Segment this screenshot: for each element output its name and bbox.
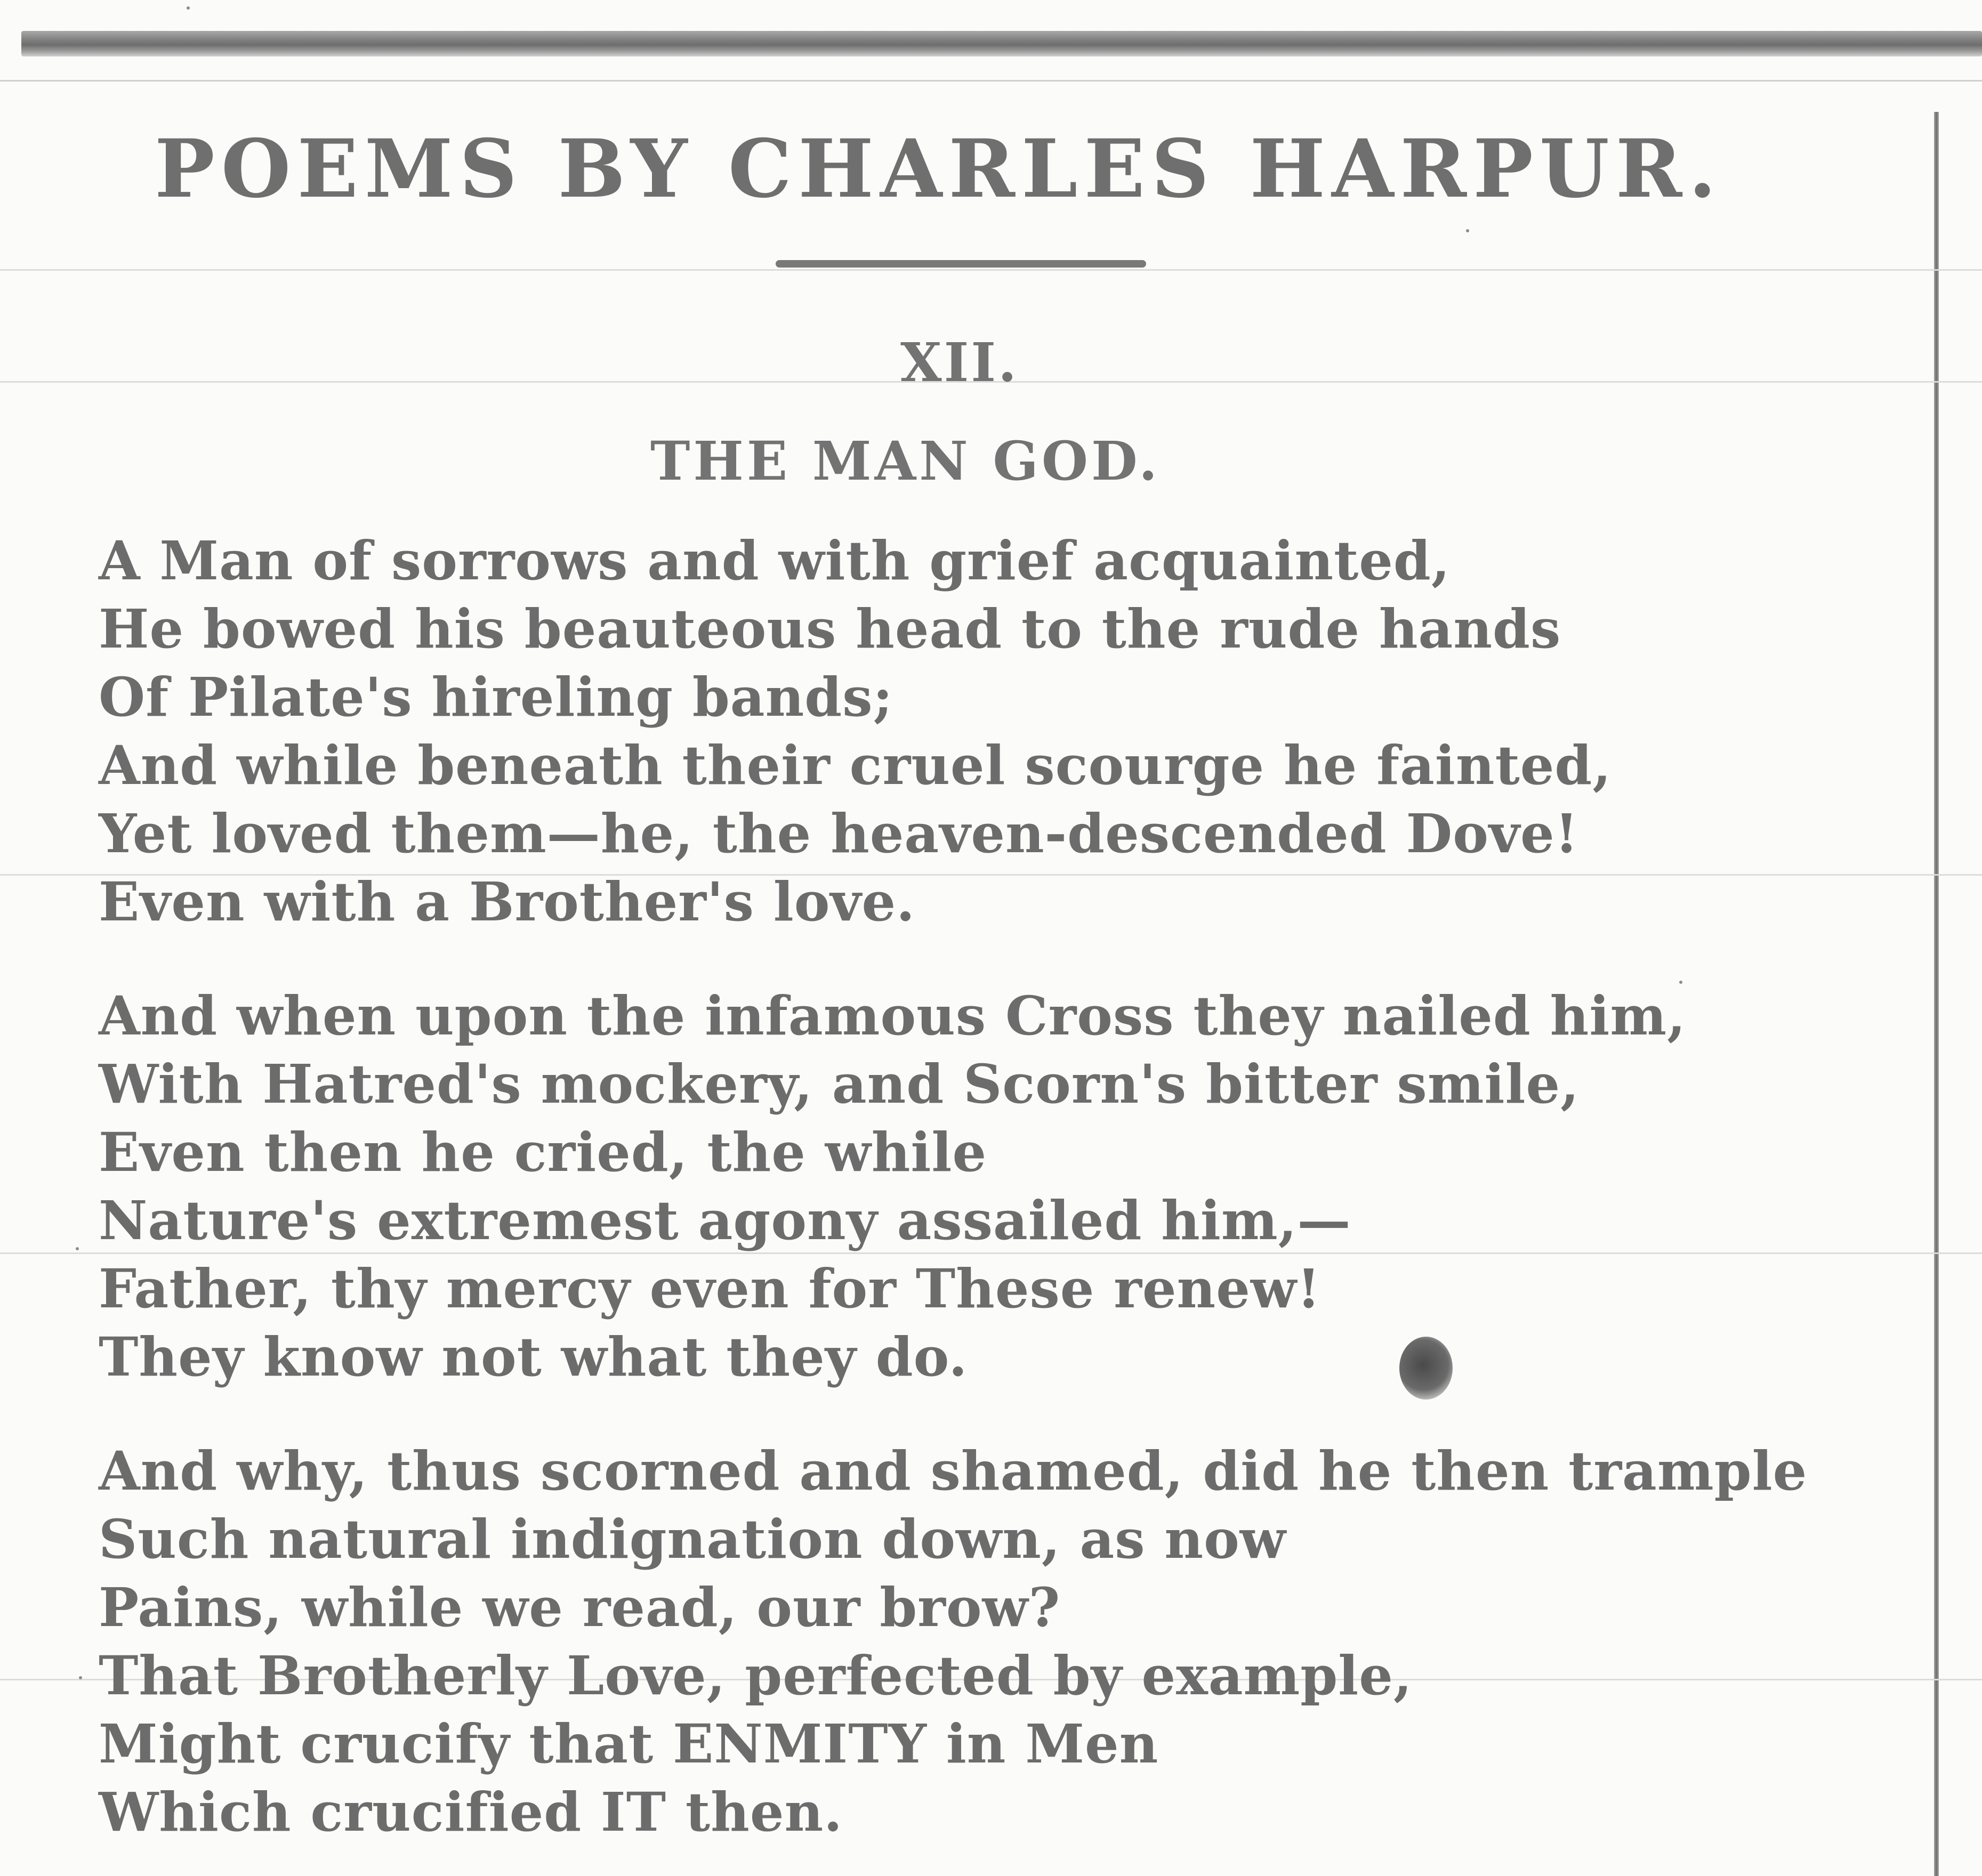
ink-blot bbox=[1399, 1337, 1453, 1400]
speck bbox=[79, 1676, 82, 1679]
poem-line: And when upon the infamous Cross they nailed him, bbox=[99, 984, 1686, 1047]
title-rule bbox=[776, 260, 1146, 268]
top-rule bbox=[21, 31, 1982, 56]
column-rule bbox=[1934, 112, 1939, 1876]
speck bbox=[187, 6, 190, 10]
poem-line: Of Pilate's hireling bands; bbox=[99, 666, 893, 729]
poem-line: Yet loved them—he, the heaven-descended Dove! bbox=[99, 802, 1579, 865]
speck bbox=[1466, 229, 1469, 232]
speck bbox=[1679, 981, 1682, 984]
poem-title: THE MAN GOD. bbox=[650, 430, 1161, 492]
poem-line: They know not what they do. bbox=[99, 1325, 968, 1388]
poem-line: Father, thy mercy even for These renew! bbox=[99, 1257, 1321, 1320]
poem-line: Which crucified IT then. bbox=[99, 1781, 843, 1843]
poem-line: He bowed his beauteous head to the rude hands bbox=[99, 597, 1561, 660]
poem-line: And while beneath their cruel scourge he fainted, bbox=[99, 734, 1612, 797]
poem-line: Might crucify that ENMITY in Men bbox=[99, 1712, 1159, 1775]
poem-line: Even then he cried, the while bbox=[99, 1121, 987, 1184]
poem-line: That Brotherly Love, perfected by example, bbox=[99, 1644, 1413, 1707]
stanza-3 bbox=[99, 1437, 1922, 1846]
poem-line: Nature's extremest agony assailed him,— bbox=[99, 1189, 1351, 1252]
poem-number: XII. bbox=[900, 331, 1019, 394]
poem-line: Pains, while we read, our brow? bbox=[99, 1576, 1061, 1639]
speck bbox=[76, 1247, 79, 1250]
collection-title: POEMS BY CHARLES HARPUR. bbox=[155, 122, 1723, 216]
top-thin-rule bbox=[0, 80, 1982, 82]
poem-line: With Hatred's mockery, and Scorn's bitter smile, bbox=[99, 1053, 1580, 1115]
stanza-1 bbox=[99, 527, 1922, 936]
poem-line: A Man of sorrows and with grief acquainted, bbox=[99, 529, 1451, 592]
stanza-2 bbox=[99, 982, 1922, 1391]
scan-line bbox=[0, 269, 1982, 271]
poem-line: Such natural indignation down, as now bbox=[99, 1508, 1286, 1571]
poem-line: Even with a Brother's love. bbox=[99, 870, 915, 933]
poem-line: And why, thus scorned and shamed, did he then trample bbox=[99, 1440, 1808, 1502]
